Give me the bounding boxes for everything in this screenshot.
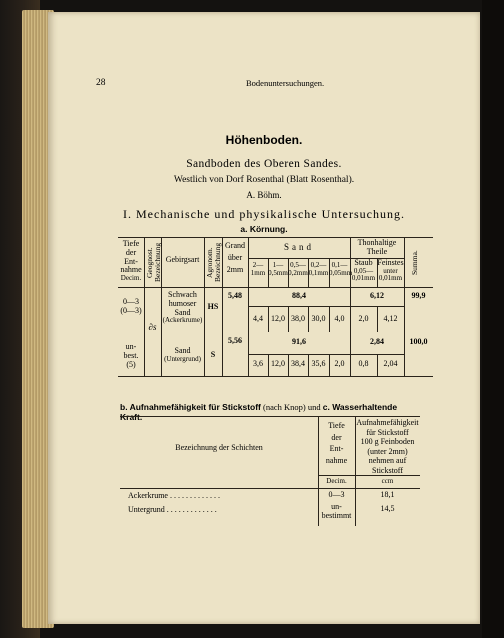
location: Westlich von Dorf Rosenthal (Blatt Rosenthal).	[173, 175, 355, 185]
col-header-grand: Grand über 2mm	[225, 241, 245, 274]
col-header-sand-2: 1— 0,5mm	[268, 261, 288, 277]
sand-fraction-cell: 4,4	[253, 314, 263, 323]
col-header-geognost: Geognost. Bezeichnung	[145, 242, 162, 283]
subtitle: Sandboden des Oberen Sandes.	[186, 158, 342, 170]
layer-name: Untergrund . . . . . . . . . . . . .	[128, 505, 217, 514]
sand-fraction-cell: 12,0	[271, 314, 285, 323]
depth-cell: 0—3	[328, 490, 345, 499]
running-title: Bodenuntersuchungen.	[246, 78, 325, 88]
agronom-cell: S	[210, 350, 216, 359]
col-header-aufnahmefaehigkeit: Aufnahmefähigkeit für Stickstoff 100 g Feinboden (unter 2mm) nehmen auf Stickstoff	[356, 418, 419, 475]
feinstes-cell: 2,04	[383, 359, 398, 368]
value-cell: 18,1	[380, 490, 395, 499]
col-header-thonhaltige: Thonhaltige Theile	[357, 238, 397, 256]
page-number: 28	[96, 78, 106, 88]
sand-total-cell: 91,6	[292, 337, 306, 346]
col-header-sand-3: 0,5— 0,2mm	[288, 261, 308, 277]
summa-cell: 99,9	[411, 291, 426, 300]
staub-cell: 2,0	[358, 314, 369, 323]
sand-fraction-cell: 35,6	[311, 359, 326, 368]
agronom-cell: HS	[207, 302, 219, 311]
col-header-gebirgsart: Gebirgsart	[165, 255, 200, 264]
col-header-summa: Summa.	[410, 250, 419, 276]
sand-fraction-cell: 30,0	[311, 314, 326, 323]
gebirgsart-cell: Schwach humoser Sand (Ackerkrume)	[162, 290, 203, 325]
col-unit-decim: Decim.	[326, 477, 347, 485]
gebirgsart-cell: Sand (Untergrund)	[164, 346, 201, 363]
col-header-agronom: Agronom. Bezeichnung	[205, 242, 222, 283]
sand-fraction-cell: 2,0	[334, 359, 345, 368]
subsection-a-heading: a. Körnung.	[240, 224, 288, 234]
subsection-bc-heading: b. Aufnahmefähigkeit für Stickstoff (nach Knop) und c. Wasserhaltende Kraft.	[120, 402, 398, 422]
feinstes-cell: 4,12	[383, 314, 398, 323]
depth-cell: un- bestimmt	[321, 502, 352, 520]
thon-total-cell: 2,84	[370, 337, 384, 346]
sand-total-cell: 88,4	[292, 291, 306, 300]
summa-cell: 100,0	[409, 337, 428, 346]
grand-cell: 5,48	[228, 291, 242, 300]
value-cell: 14,5	[380, 504, 395, 513]
depth-cell: un- best. (5)	[123, 342, 139, 369]
col-header-sand: Sand	[284, 242, 314, 252]
col-header-sand-1: 2— 1mm	[250, 261, 266, 277]
col-header-sand-5: 0,1— 0,05mm	[329, 261, 353, 277]
sand-fraction-cell: 3,6	[253, 359, 263, 368]
photo-background-right	[482, 0, 504, 638]
thon-total-cell: 6,12	[370, 291, 384, 300]
grand-cell: 5,56	[228, 336, 242, 345]
geognost-symbol: ∂s	[148, 322, 157, 332]
title: Höhenboden.	[225, 133, 303, 147]
sand-fraction-cell: 38,0	[291, 314, 305, 323]
col-header-staub: Staub 0,05— 0,01mm	[351, 258, 376, 283]
col-header-sand-4: 0,2— 0,1mm	[308, 261, 329, 277]
depth-cell: 0—3 (0—3)	[120, 297, 142, 315]
author: A. Böhm.	[246, 190, 282, 200]
sand-fraction-cell: 38,4	[291, 359, 305, 368]
staub-cell: 0,8	[358, 359, 369, 368]
col-header-feinstes: Feinstes unter 0,01mm	[377, 258, 404, 283]
layer-name: Ackerkrume . . . . . . . . . . . . .	[128, 491, 220, 500]
sand-fraction-cell: 4,0	[334, 314, 345, 323]
col-unit-ccm: ccm	[381, 477, 394, 485]
col-header-depth: Tiefe der Ent- nahme Decim.	[120, 239, 142, 283]
col-header-bezeichnung: Bezeichnung der Schichten	[175, 443, 263, 452]
section-heading: I. Mechanische und physikalische Untersuchung.	[123, 207, 405, 221]
col-header-depth: Tiefe der Ent- nahme	[325, 421, 348, 465]
sand-fraction-cell: 12,0	[271, 359, 285, 368]
